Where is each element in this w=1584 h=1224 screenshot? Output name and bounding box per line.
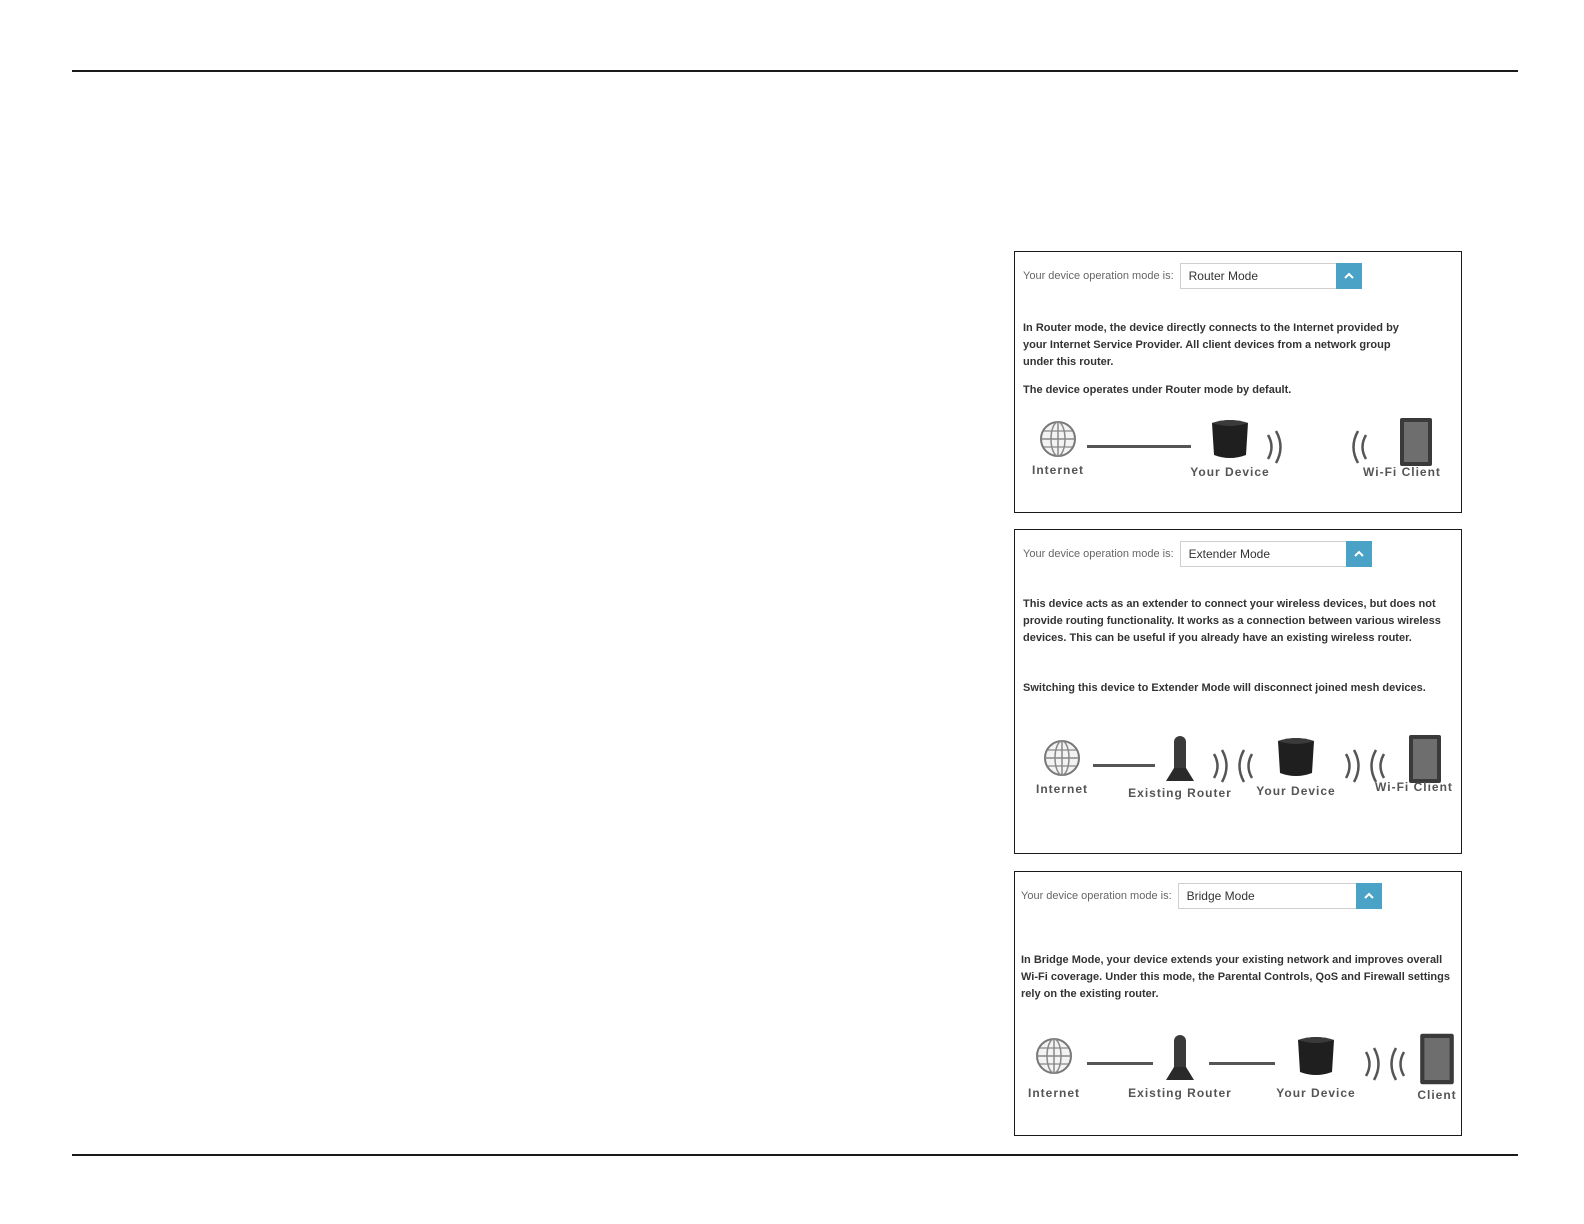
operation-mode-label: Your device operation mode is: <box>1023 270 1174 282</box>
wifi-client-node <box>1347 417 1457 479</box>
wifi-wave-icon <box>1211 748 1233 784</box>
your-device-node <box>1185 417 1275 479</box>
bridge-mode-panel <box>1014 871 1462 1136</box>
router-icon <box>1160 1030 1200 1084</box>
wifi-wave-icon <box>1265 429 1287 465</box>
wifi-client-node <box>1367 734 1461 794</box>
node-label: Existing Router <box>1128 1086 1232 1100</box>
mode-warning-note: Switching this device to Extender Mode will disconnect joined mesh devices. <box>1023 682 1426 694</box>
tablet-icon <box>1396 417 1436 467</box>
topology-diagram <box>1015 417 1463 507</box>
bottom-rule <box>72 1154 1518 1156</box>
tablet-icon <box>1405 734 1445 784</box>
top-rule <box>72 70 1518 72</box>
operation-mode-value: Extender Mode <box>1188 547 1271 561</box>
node-label: Internet <box>1035 782 1088 796</box>
internet-node <box>1019 1036 1089 1100</box>
globe-icon <box>1034 1036 1074 1076</box>
wifi-wave-icon <box>1363 1046 1385 1082</box>
existing-router-node <box>1123 1030 1237 1100</box>
node-label: Internet <box>1031 463 1084 477</box>
your-device-node <box>1269 1032 1363 1100</box>
topology-diagram <box>1015 734 1463 824</box>
node-label: Wi-Fi Client <box>1363 465 1441 479</box>
router-icon <box>1160 734 1200 782</box>
mode-description: In Router mode, the device directly connects to the Internet provided by your Internet Service Provider. All client devices from a network group under this router. <box>1023 322 1399 368</box>
globe-icon <box>1038 419 1078 459</box>
mesh-device-icon <box>1274 734 1318 780</box>
mesh-device-icon <box>1208 417 1252 461</box>
client-node <box>1399 1030 1461 1102</box>
operation-mode-label: Your device operation mode is: <box>1021 890 1172 902</box>
wired-link <box>1087 445 1191 448</box>
topology-diagram <box>1015 1030 1463 1120</box>
operation-mode-value: Router Mode <box>1188 269 1259 283</box>
globe-icon <box>1042 738 1082 778</box>
node-label: Existing Router <box>1128 786 1232 800</box>
operation-mode-label: Your device operation mode is: <box>1023 548 1174 560</box>
mode-default-note: The device operates under Router mode by default. <box>1023 384 1292 396</box>
operation-mode-row <box>1023 540 1372 568</box>
operation-mode-row <box>1023 262 1362 290</box>
wifi-wave-icon <box>1343 748 1365 784</box>
node-label: Your Device <box>1256 784 1336 798</box>
tablet-icon <box>1416 1030 1458 1088</box>
node-label: Wi-Fi Client <box>1375 780 1453 794</box>
router-mode-panel <box>1014 251 1462 513</box>
operation-mode-row <box>1021 882 1382 910</box>
node-label: Your Device <box>1276 1086 1356 1100</box>
mode-description: This device acts as an extender to connect your wireless devices, but does not provide routing functionality. It works as a connection between various wireless devices. This can be useful if you already have an existing wireless router. <box>1023 598 1441 644</box>
operation-mode-select[interactable] <box>1180 263 1362 289</box>
operation-mode-select[interactable] <box>1178 883 1382 909</box>
chevron-up-icon[interactable] <box>1346 541 1372 567</box>
internet-node <box>1027 738 1097 796</box>
operation-mode-value: Bridge Mode <box>1186 889 1255 903</box>
node-label: Internet <box>1027 1086 1080 1100</box>
extender-mode-panel <box>1014 529 1462 854</box>
internet-node <box>1023 419 1093 477</box>
chevron-up-icon[interactable] <box>1336 263 1362 289</box>
node-label: Client <box>1417 1088 1457 1102</box>
chevron-up-icon[interactable] <box>1356 883 1382 909</box>
operation-mode-select[interactable] <box>1180 541 1372 567</box>
your-device-node <box>1251 734 1341 798</box>
node-label: Your Device <box>1190 465 1270 479</box>
mesh-device-icon <box>1294 1032 1338 1080</box>
wired-link <box>1209 1062 1275 1065</box>
mode-description: In Bridge Mode, your device extends your existing network and improves overall Wi-Fi coverage. Under this mode, the Parental Controls, QoS and Firewall settings rely on the existing router. <box>1021 954 1450 1000</box>
